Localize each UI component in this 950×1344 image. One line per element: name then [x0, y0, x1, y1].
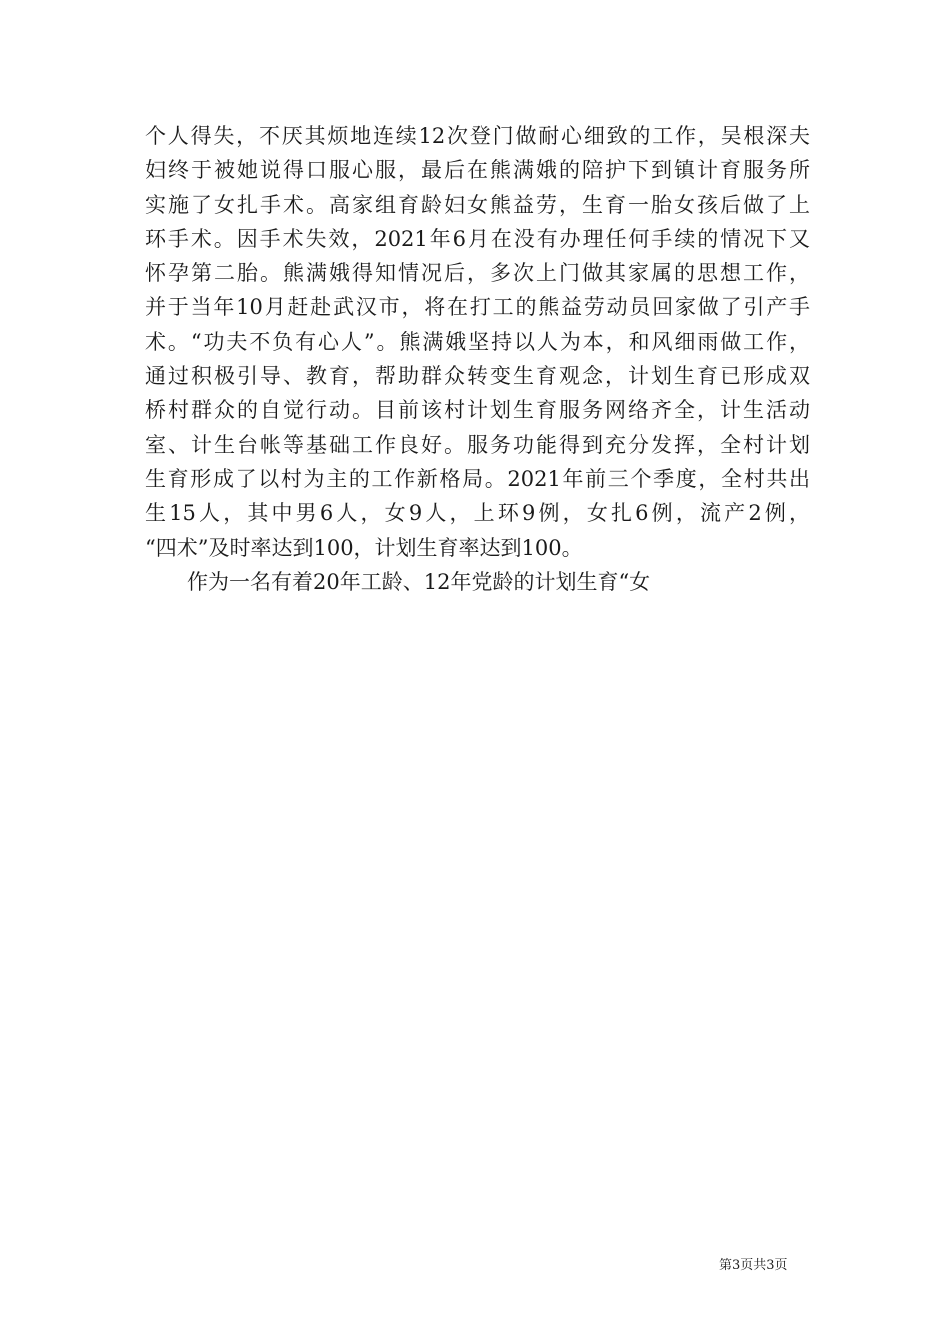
text-line: “四术”及时率达到100，计划生育率达到100。	[145, 535, 583, 560]
page-number: 第3页共3页	[719, 1258, 788, 1273]
text-line: 生15人，其中男6人，女9人，上环9例，女扎6例，流产2例，	[145, 501, 810, 526]
body-text	[145, 119, 810, 599]
text-line: 妇终于被她说得口服心服，最后在熊满娥的陪护下到镇计育服务所	[145, 158, 810, 183]
text-line: 实施了女扎手术。高家组育龄妇女熊益劳，生育一胎女孩后做了上	[145, 192, 810, 217]
text-line: 环手术。因手术失效，2021年6月在没有办理任何手续的情况下又	[145, 226, 810, 251]
text-line: 通过积极引导、教育，帮助群众转变生育观念，计划生育已形成双	[145, 364, 810, 389]
text-line: 术。“功夫不负有心人”。熊满娥坚持以人为本，和风细雨做工作，	[145, 329, 810, 354]
text-line: 个人得失，不厌其烦地连续12次登门做耐心细致的工作，吴根深夫	[145, 124, 810, 148]
text-line: 并于当年10月赶赴武汉市，将在打工的熊益劳动员回家做了引产手	[145, 295, 810, 320]
text-line: 桥村群众的自觉行动。目前该村计划生育服务网络齐全，计生活动	[145, 398, 810, 423]
paragraph-start-line: 作为一名有着20年工龄、12年党龄的计划生育“女	[187, 569, 651, 594]
text-line: 生育形成了以村为主的工作新格局。2021年前三个季度，全村共出	[145, 466, 810, 491]
text-line: 怀孕第二胎。熊满娥得知情况后，多次上门做其家属的思想工作，	[145, 261, 810, 286]
text-line: 室、计生台帐等基础工作良好。服务功能得到充分发挥，全村计划	[145, 432, 810, 457]
